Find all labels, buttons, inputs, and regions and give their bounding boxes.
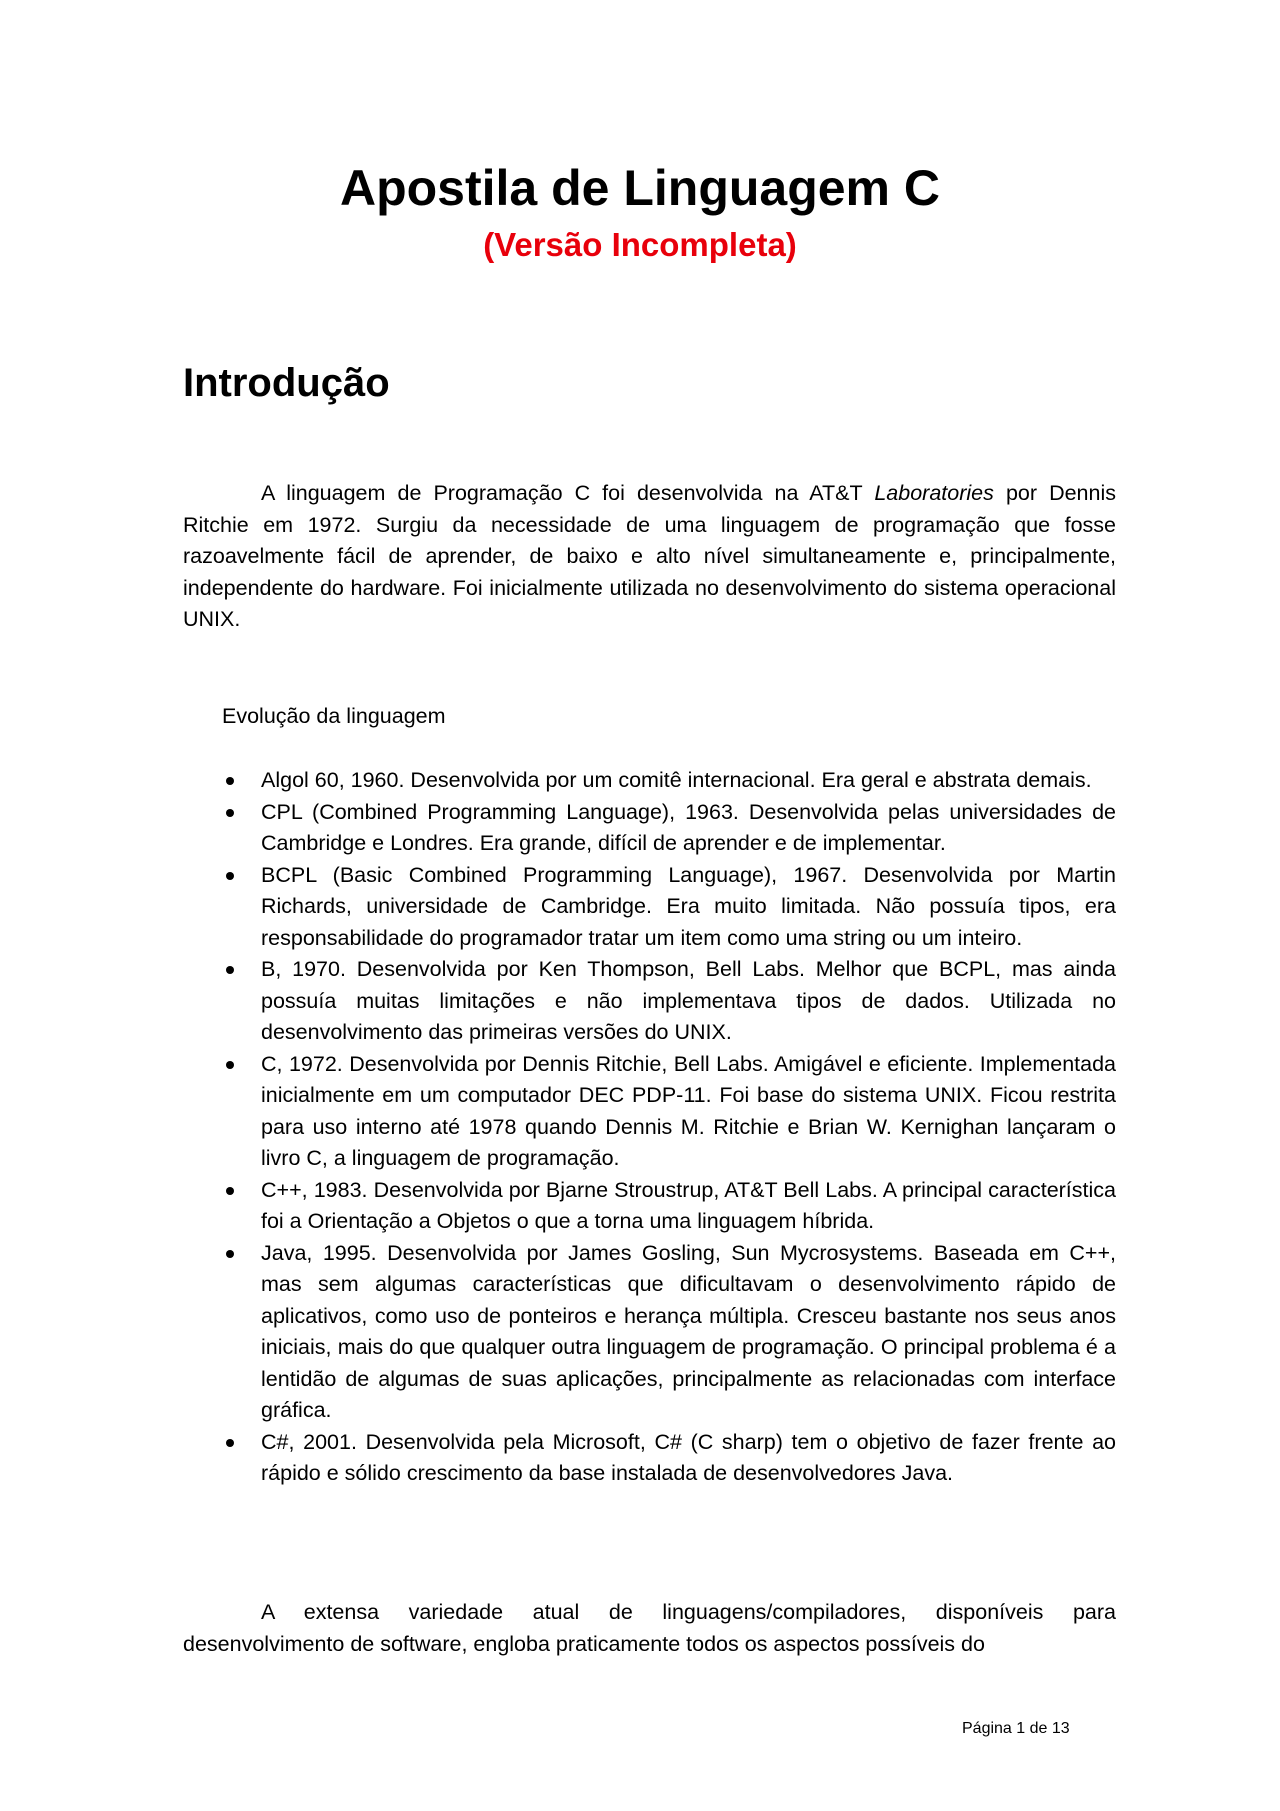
list-item xyxy=(183,1427,1116,1490)
closing-paragraph: A extensa variedade atual de linguagens/compiladores, disponíveis para desenvolvimento de software, engloba praticamente todos os aspectos possíveis do xyxy=(183,1600,1116,1656)
list-item-text: Algol 60, 1960. Desenvolvida por um comitê internacional. Era geral e abstrata demais. xyxy=(261,768,1092,792)
intro-text-italic: Laboratories xyxy=(874,481,994,505)
list-item xyxy=(183,860,1116,955)
bullet-icon xyxy=(226,809,234,817)
bullet-icon xyxy=(226,872,234,880)
list-item xyxy=(183,954,1116,1049)
list-item xyxy=(183,765,1116,797)
document-subtitle: (Versão Incompleta) xyxy=(483,226,797,263)
list-item-text: BCPL (Basic Combined Programming Language), 1967. Desenvolvida por Martin Richards, universidade de Cambridge. Era muito limitada. Não possuía tipos, era responsabilidade do programador tratar um item como uma string ou um inteiro. xyxy=(261,862,1116,950)
intro-paragraph xyxy=(183,478,1116,636)
list-item xyxy=(183,1175,1116,1238)
bullet-icon xyxy=(226,1439,234,1447)
page-number: Página 1 de 13 xyxy=(962,1720,1070,1737)
document-title: Apostila de Linguagem C xyxy=(339,160,941,216)
bullet-icon xyxy=(226,1061,234,1069)
list-item-text: Java, 1995. Desenvolvida por James Gosling, Sun Mycrosystems. Baseada em C++, mas sem algumas características que dificultavam o desenvolvimento rápido de aplicativos, como uso de ponteiros e herança múltipla. Cresceu bastante nos seus anos iniciais, mais do que qualquer outra linguagem de programação. O principal problema é a lentidão de algumas de suas aplicações, principalmente as relacionadas com interface gráfica. xyxy=(261,1240,1116,1422)
list-item-text: B, 1970. Desenvolvida por Ken Thompson, Bell Labs. Melhor que BCPL, mas ainda possuía muitas limitações e não implementava tipos de dados. Utilizada no desenvolvimento das primeiras versões do UNIX. xyxy=(261,957,1116,1044)
list-item xyxy=(183,797,1116,860)
section-heading-introducao: Introdução xyxy=(183,361,390,405)
bullet-icon xyxy=(226,966,234,974)
intro-text-before: A linguagem de Programação C foi desenvolvida na AT&T xyxy=(261,481,875,505)
list-item-text: C, 1972. Desenvolvida por Dennis Ritchie, Bell Labs. Amigável e eficiente. Implementada inicialmente em um computador DEC PDP-11. Foi base do sistema UNIX. Ficou restrita para uso interno até 1978 quando Dennis M. Ritchie e Brian W. Kernighan lançaram o livro C, a linguagem de programação. xyxy=(261,1051,1116,1170)
bullet-icon xyxy=(226,1187,234,1195)
list-item xyxy=(183,1238,1116,1427)
intro-text-after: por Dennis Ritchie em 1972. Surgiu da necessidade de uma linguagem de programação que fosse razoavelmente fácil de aprender, de baixo e alto nível simultaneamente e, principalmente, independente do hardware. Foi inicialmente utilizada no desenvolvimento do sistema operacional UNIX. xyxy=(183,481,1117,631)
evolution-list xyxy=(183,765,1116,1490)
list-item-text: C#, 2001. Desenvolvida pela Microsoft, C# (C sharp) tem o objetivo de fazer frente ao rápido e sólido crescimento da base instalada de desenvolvedores Java. xyxy=(261,1429,1116,1485)
bullet-icon xyxy=(226,777,234,785)
list-item-text: CPL (Combined Programming Language), 1963. Desenvolvida pelas universidades de Cambridge e Londres. Era grande, difícil de aprender e de implementar. xyxy=(261,799,1116,855)
evolution-label: Evolução da linguagem xyxy=(222,704,446,728)
list-item xyxy=(183,1049,1116,1175)
list-item-text: C++, 1983. Desenvolvida por Bjarne Stroustrup, AT&T Bell Labs. A principal característica foi a Orientação a Objetos o que a torna uma linguagem híbrida. xyxy=(261,1177,1116,1233)
bullet-icon xyxy=(226,1250,234,1258)
